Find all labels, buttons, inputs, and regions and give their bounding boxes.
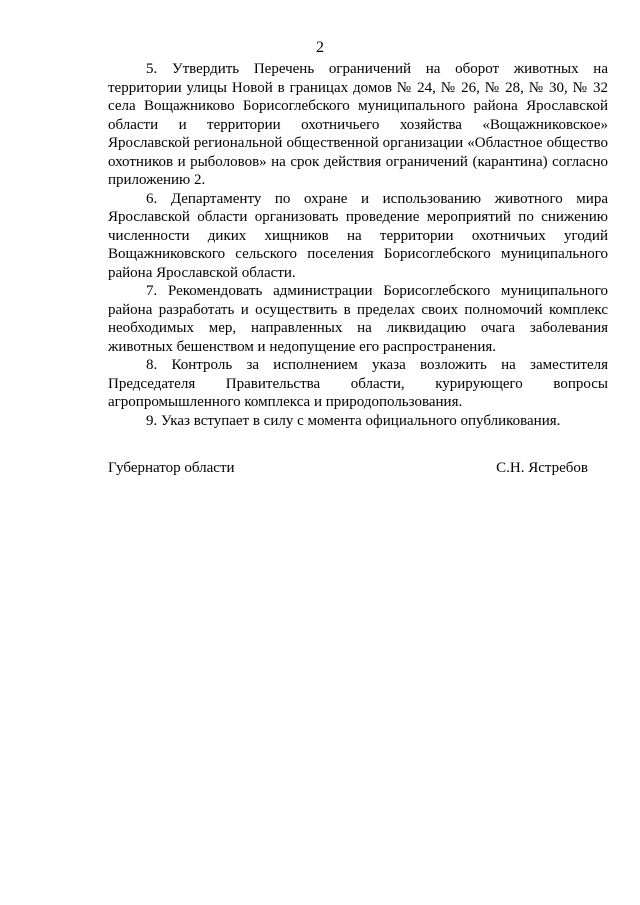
paragraph-7: 7. Рекомендовать администрации Борисоглебского муниципального района разработать и осуществить в пределах своих полномочий комплекс необходимых мер, направленных на ликвидацию очага заболевания животных бешенством и недопущение его распространения. bbox=[108, 283, 608, 355]
signatory-name: С.Н. Ястребов bbox=[496, 460, 588, 476]
paragraph-8: 8. Контроль за исполнением указа возложить на заместителя Председателя Правительства области, курирующего вопросы агропромышленного комплекса и природопользования. bbox=[108, 357, 608, 410]
page-number: 2 bbox=[316, 39, 324, 56]
paragraph-9: 9. Указ вступает в силу с момента официального опубликования. bbox=[146, 412, 561, 429]
paragraph-6: 6. Департаменту по охране и использованию животного мира Ярославской области организовать проведение мероприятий по снижению численности диких хищников на территории охотничьих угодий Вощажниковского сельского поселения Борисоглебского муниципального района Ярославской области. bbox=[108, 190, 608, 281]
signatory-position: Губернатор области bbox=[108, 460, 235, 476]
document-body bbox=[108, 60, 608, 430]
paragraph-5: 5. Утвердить Перечень ограничений на оборот животных на территории улицы Новой в границах домов № 24, № 26, № 28, № 30, № 32 села Вощажниково Борисоглебского муниципального района Ярославской области и территории охотничьего хозяйства «Вощажниковское» Ярославской региональной общественной организации «Областное общество охотников и рыболовов» на срок действия ограничений (карантина) согласно приложению 2. bbox=[108, 61, 608, 188]
signature-block bbox=[108, 459, 588, 477]
